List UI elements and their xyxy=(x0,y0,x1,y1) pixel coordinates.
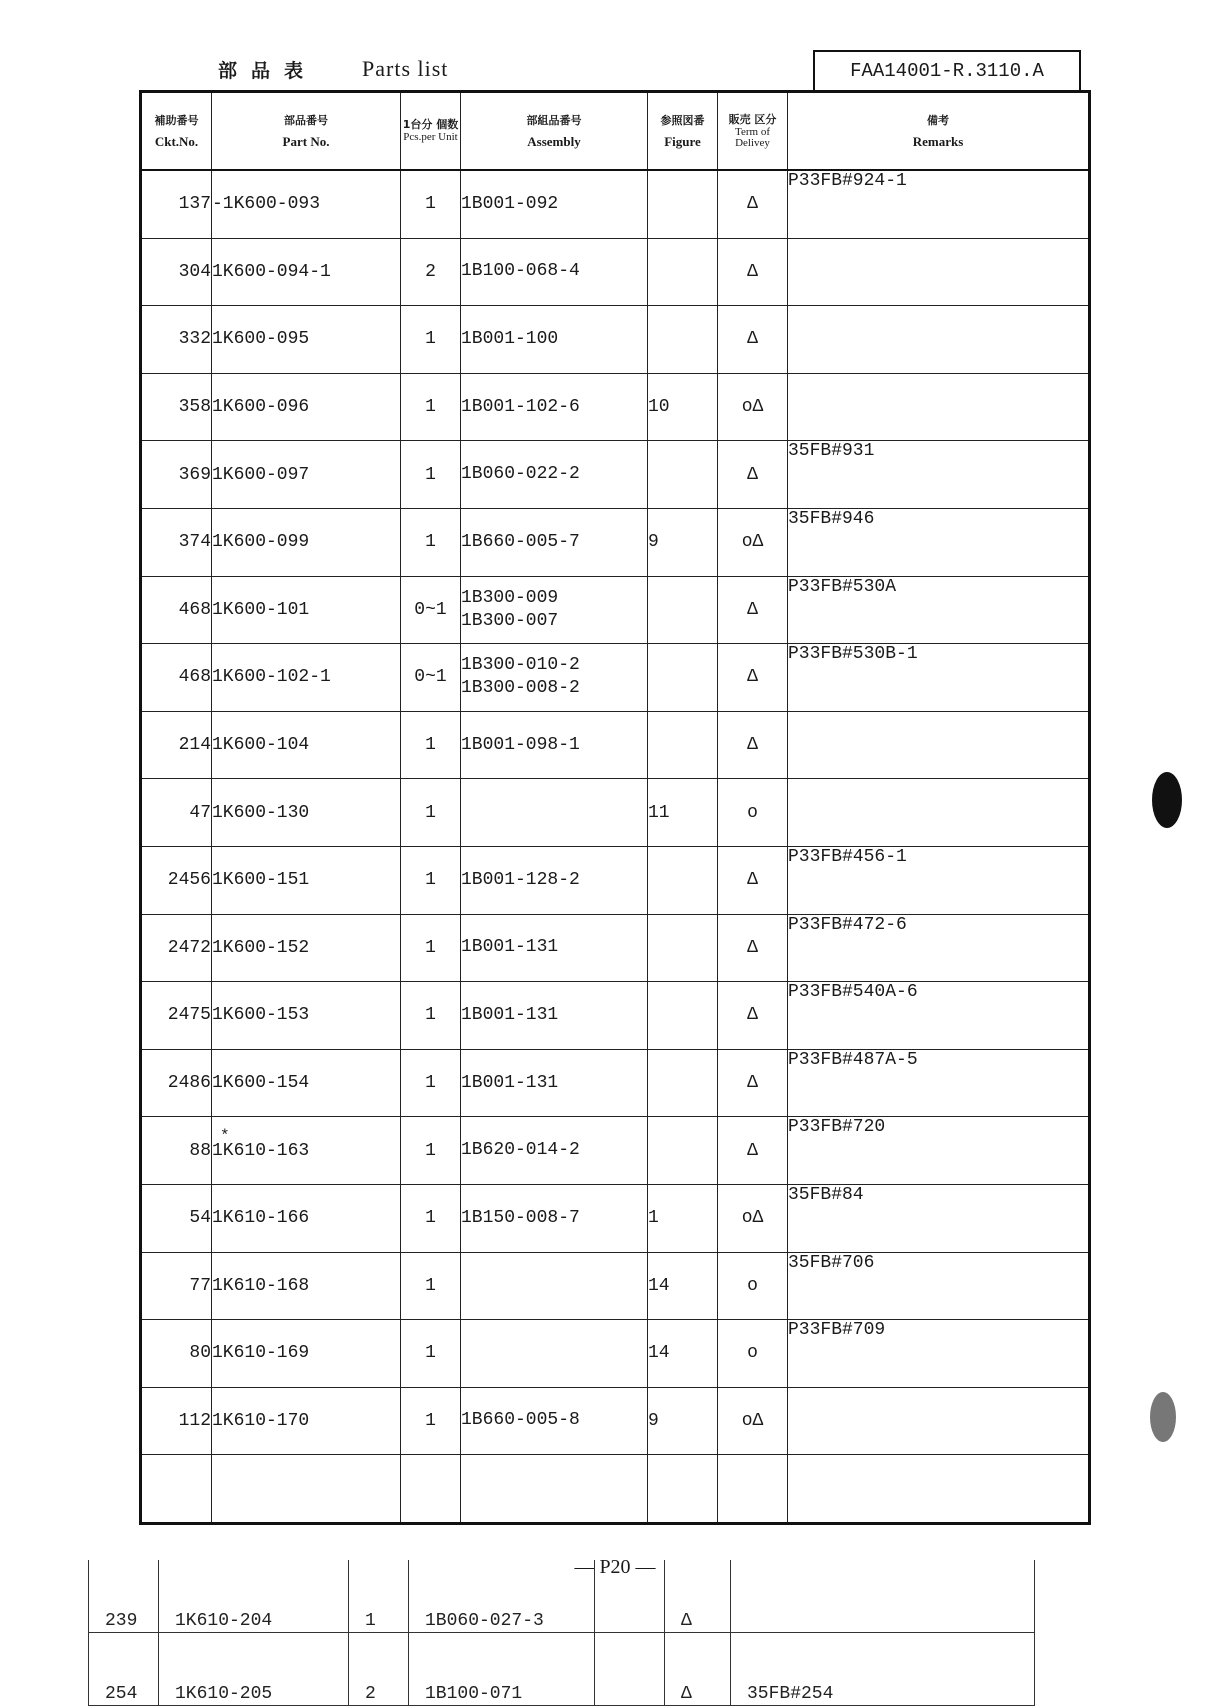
column-header-figure: 参照図番 Figure xyxy=(648,92,718,171)
parts-table xyxy=(139,90,1091,1525)
quantity-cell: 1 xyxy=(401,914,461,982)
table-row xyxy=(141,846,1090,914)
quantity-cell: 0~1 xyxy=(401,576,461,644)
assembly-cell xyxy=(461,576,648,644)
quantity-cell: 1 xyxy=(401,711,461,779)
table-row xyxy=(141,914,1090,982)
next-qty-cell: 1 xyxy=(349,1560,409,1633)
next-page-row xyxy=(89,1560,1035,1633)
term-cell: oΔ xyxy=(718,508,788,576)
next-rem-cell xyxy=(731,1560,1035,1633)
part-number: 1K600-152 xyxy=(212,937,310,958)
term-cell xyxy=(718,1455,788,1524)
part-number: 1K600-153 xyxy=(212,1005,310,1026)
quantity-cell xyxy=(401,1455,461,1524)
quantity-cell: 1 xyxy=(401,441,461,509)
binder-hole-mark xyxy=(1152,772,1182,828)
figure-cell xyxy=(648,982,718,1050)
assembly-line: 1B001-098-1 xyxy=(461,734,580,755)
page-number: — P20 — xyxy=(574,1556,656,1578)
part-number-cell xyxy=(212,711,401,779)
quantity-cell: 2 xyxy=(401,238,461,306)
part-number-cell xyxy=(212,306,401,374)
part-number-cell xyxy=(212,1387,401,1455)
part-number: 1K610-166 xyxy=(212,1208,310,1229)
next-figure-cell xyxy=(595,1560,665,1633)
term-cell: Δ xyxy=(718,576,788,644)
figure-cell: 9 xyxy=(648,1387,718,1455)
table-row xyxy=(141,644,1090,712)
assembly-line: 1B001-131 xyxy=(461,1072,559,1093)
column-header-remarks: 備考 Remarks xyxy=(788,92,1090,171)
part-number: -1K600-093 xyxy=(212,194,321,215)
next-rem-cell: 35FB#254 xyxy=(731,1633,1035,1706)
remarks-cell: P33FB#487A-5 xyxy=(788,1049,1090,1117)
part-number-cell xyxy=(212,1320,401,1388)
column-header-term: 販売 区分 Term of Delivey xyxy=(718,92,788,171)
remarks-cell xyxy=(788,779,1090,847)
part-number-cell xyxy=(212,1455,401,1524)
table-row xyxy=(141,373,1090,441)
assembly-cell xyxy=(461,1184,648,1252)
assembly-line: 1B620-014-2 xyxy=(461,1140,580,1161)
assembly-cell xyxy=(461,1455,648,1524)
revision-star-mark: * xyxy=(220,1127,230,1146)
assembly-cell xyxy=(461,644,648,712)
figure-cell xyxy=(648,846,718,914)
part-number: 1K600-102-1 xyxy=(212,667,331,688)
figure-cell xyxy=(648,576,718,644)
assembly-line: 1B100-068-4 xyxy=(461,261,580,282)
remarks-cell: P33FB#530B-1 xyxy=(788,644,1090,712)
ckt-cell: 304 xyxy=(141,238,212,306)
figure-cell xyxy=(648,238,718,306)
part-number: 1K600-151 xyxy=(212,870,310,891)
next-ckt-cell: 254 xyxy=(89,1633,159,1706)
table-row xyxy=(141,1252,1090,1320)
next-page-row xyxy=(89,1633,1035,1706)
quantity-cell: 1 xyxy=(401,373,461,441)
remarks-cell: P33FB#720 xyxy=(788,1117,1090,1185)
remarks-cell: P33FB#709 xyxy=(788,1320,1090,1388)
ckt-cell: 77 xyxy=(141,1252,212,1320)
part-number: 1K600-094-1 xyxy=(212,261,331,282)
remarks-cell: P33FB#456-1 xyxy=(788,846,1090,914)
assembly-cell xyxy=(461,779,648,847)
ckt-cell: 2456 xyxy=(141,846,212,914)
remarks-cell: 35FB#946 xyxy=(788,508,1090,576)
table-row xyxy=(141,1049,1090,1117)
term-cell: Δ xyxy=(718,644,788,712)
assembly-cell xyxy=(461,1117,648,1185)
title-japanese: 部品表 xyxy=(218,60,318,82)
assembly-line: 1B001-128-2 xyxy=(461,869,580,890)
part-number: 1K600-099 xyxy=(212,532,310,553)
remarks-cell: P33FB#472-6 xyxy=(788,914,1090,982)
part-number-cell xyxy=(212,644,401,712)
figure-cell: 14 xyxy=(648,1252,718,1320)
column-header-part: 部品番号 Part No. xyxy=(212,92,401,171)
ckt-cell: 112 xyxy=(141,1387,212,1455)
quantity-cell: 1 xyxy=(401,1252,461,1320)
ckt-cell: 468 xyxy=(141,576,212,644)
title-english: Parts list xyxy=(362,56,449,81)
part-number-cell xyxy=(212,170,401,238)
table-header-row xyxy=(141,92,1090,171)
assembly-line: 1B001-100 xyxy=(461,328,559,349)
figure-cell: 10 xyxy=(648,373,718,441)
part-number: 1K600-095 xyxy=(212,329,310,350)
part-number-cell xyxy=(212,576,401,644)
ckt-cell: 2475 xyxy=(141,982,212,1050)
term-cell: Δ xyxy=(718,1117,788,1185)
quantity-cell: 1 xyxy=(401,1320,461,1388)
term-cell: o xyxy=(718,1252,788,1320)
part-number-cell xyxy=(212,1117,401,1185)
assembly-cell xyxy=(461,1387,648,1455)
figure-cell xyxy=(648,441,718,509)
part-number-cell xyxy=(212,238,401,306)
ckt-cell xyxy=(141,1455,212,1524)
part-number: 1K610-168 xyxy=(212,1275,310,1296)
quantity-cell: 1 xyxy=(401,1049,461,1117)
figure-cell xyxy=(648,914,718,982)
quantity-cell: 1 xyxy=(401,508,461,576)
remarks-cell: 35FB#84 xyxy=(788,1184,1090,1252)
ckt-cell: 468 xyxy=(141,644,212,712)
assembly-line: 1B001-102-6 xyxy=(461,396,580,417)
term-cell: o xyxy=(718,1320,788,1388)
part-number: 1K610-163 xyxy=(212,1140,310,1161)
ckt-cell: 332 xyxy=(141,306,212,374)
ckt-cell: 2472 xyxy=(141,914,212,982)
assembly-cell xyxy=(461,238,648,306)
part-number: 1K600-097 xyxy=(212,464,310,485)
quantity-cell: 1 xyxy=(401,1387,461,1455)
assembly-cell xyxy=(461,441,648,509)
remarks-cell xyxy=(788,238,1090,306)
ckt-cell: 358 xyxy=(141,373,212,441)
part-number: 1K610-169 xyxy=(212,1343,310,1364)
assembly-line: 1B660-005-7 xyxy=(461,531,580,552)
remarks-cell: P33FB#540A-6 xyxy=(788,982,1090,1050)
ckt-cell: 374 xyxy=(141,508,212,576)
assembly-cell xyxy=(461,306,648,374)
figure-cell: 14 xyxy=(648,1320,718,1388)
part-number-cell xyxy=(212,441,401,509)
next-part-cell: 1K610-205 xyxy=(159,1633,349,1706)
part-number: 1K600-130 xyxy=(212,802,310,823)
column-header-ckt: 補助番号 Ckt.No. xyxy=(141,92,212,171)
figure-cell xyxy=(648,1049,718,1117)
part-number-cell xyxy=(212,982,401,1050)
term-cell: Δ xyxy=(718,982,788,1050)
figure-cell xyxy=(648,306,718,374)
assembly-cell xyxy=(461,914,648,982)
figure-cell xyxy=(648,711,718,779)
quantity-cell: 1 xyxy=(401,846,461,914)
assembly-cell xyxy=(461,1252,648,1320)
assembly-cell xyxy=(461,170,648,238)
quantity-cell: 0~1 xyxy=(401,644,461,712)
assembly-line: 1B001-131 xyxy=(461,1004,559,1025)
term-cell: Δ xyxy=(718,711,788,779)
assembly-line: 1B150-008-7 xyxy=(461,1207,580,1228)
table-row xyxy=(141,1117,1090,1185)
next-term-cell: Δ xyxy=(665,1633,731,1706)
part-number: 1K610-170 xyxy=(212,1410,310,1431)
table-row xyxy=(141,982,1090,1050)
table-row xyxy=(141,1387,1090,1455)
term-cell: Δ xyxy=(718,914,788,982)
part-number-cell xyxy=(212,373,401,441)
part-number: 1K600-101 xyxy=(212,599,310,620)
assembly-line: 1B300-010-2 xyxy=(461,655,580,676)
figure-cell: 1 xyxy=(648,1184,718,1252)
part-number-cell xyxy=(212,1184,401,1252)
next-page-fragment xyxy=(88,1596,1034,1704)
document-number: FAA14001-R.3110.A xyxy=(813,50,1081,90)
remarks-cell xyxy=(788,1455,1090,1524)
part-number-cell xyxy=(212,1252,401,1320)
quantity-cell: 1 xyxy=(401,306,461,374)
figure-cell xyxy=(648,644,718,712)
part-number: 1K600-104 xyxy=(212,735,310,756)
assembly-line: 1B300-009 xyxy=(461,587,559,608)
table-row xyxy=(141,441,1090,509)
quantity-cell: 1 xyxy=(401,1117,461,1185)
next-qty-cell: 2 xyxy=(349,1633,409,1706)
term-cell: Δ xyxy=(718,1049,788,1117)
ckt-cell: 88 xyxy=(141,1117,212,1185)
figure-cell xyxy=(648,1455,718,1524)
remarks-cell xyxy=(788,306,1090,374)
term-cell: oΔ xyxy=(718,1184,788,1252)
remarks-cell: P33FB#530A xyxy=(788,576,1090,644)
table-row xyxy=(141,1455,1090,1524)
figure-cell: 11 xyxy=(648,779,718,847)
ckt-cell: 369 xyxy=(141,441,212,509)
next-part-cell: 1K610-204 xyxy=(159,1560,349,1633)
next-term-cell: Δ xyxy=(665,1560,731,1633)
remarks-cell: P33FB#924-1 xyxy=(788,170,1090,238)
assembly-line: 1B300-008-2 xyxy=(461,678,580,699)
term-cell: Δ xyxy=(718,846,788,914)
part-number: 1K600-154 xyxy=(212,1073,310,1094)
part-number-cell xyxy=(212,914,401,982)
next-figure-cell xyxy=(595,1633,665,1706)
assembly-line: 1B001-092 xyxy=(461,193,559,214)
assembly-line: 1B660-005-8 xyxy=(461,1410,580,1431)
assembly-line: 1B001-131 xyxy=(461,937,559,958)
quantity-cell: 1 xyxy=(401,170,461,238)
ckt-cell: 2486 xyxy=(141,1049,212,1117)
column-header-qty: 1台分 個数 Pcs.per Unit xyxy=(401,92,461,171)
remarks-cell xyxy=(788,1387,1090,1455)
assembly-cell xyxy=(461,1320,648,1388)
next-ckt-cell: 239 xyxy=(89,1560,159,1633)
ckt-cell: 54 xyxy=(141,1184,212,1252)
part-number-cell xyxy=(212,508,401,576)
ckt-cell: 80 xyxy=(141,1320,212,1388)
term-cell: Δ xyxy=(718,306,788,374)
table-row xyxy=(141,576,1090,644)
assembly-line: 1B300-007 xyxy=(461,610,559,631)
term-cell: Δ xyxy=(718,170,788,238)
table-row xyxy=(141,238,1090,306)
part-number-cell xyxy=(212,1049,401,1117)
remarks-cell: 35FB#706 xyxy=(788,1252,1090,1320)
figure-cell: 9 xyxy=(648,508,718,576)
figure-cell xyxy=(648,1117,718,1185)
assembly-cell xyxy=(461,373,648,441)
term-cell: o xyxy=(718,779,788,847)
ckt-cell: 47 xyxy=(141,779,212,847)
part-number-cell xyxy=(212,779,401,847)
quantity-cell: 1 xyxy=(401,779,461,847)
binder-hole-mark xyxy=(1150,1392,1176,1442)
ckt-cell: 214 xyxy=(141,711,212,779)
table-row xyxy=(141,1320,1090,1388)
part-number: 1K600-096 xyxy=(212,397,310,418)
part-number-cell xyxy=(212,846,401,914)
next-asm-cell: 1B060-027-3 xyxy=(409,1560,595,1633)
term-cell: oΔ xyxy=(718,1387,788,1455)
term-cell: oΔ xyxy=(718,373,788,441)
next-asm-cell: 1B100-071 xyxy=(409,1633,595,1706)
table-row xyxy=(141,306,1090,374)
assembly-cell xyxy=(461,508,648,576)
assembly-cell xyxy=(461,1049,648,1117)
assembly-cell xyxy=(461,982,648,1050)
quantity-cell: 1 xyxy=(401,1184,461,1252)
table-row xyxy=(141,711,1090,779)
column-header-assembly: 部組品番号 Assembly xyxy=(461,92,648,171)
table-row xyxy=(141,779,1090,847)
term-cell: Δ xyxy=(718,238,788,306)
remarks-cell xyxy=(788,711,1090,779)
term-cell: Δ xyxy=(718,441,788,509)
table-row xyxy=(141,508,1090,576)
remarks-cell xyxy=(788,373,1090,441)
remarks-cell: 35FB#931 xyxy=(788,441,1090,509)
quantity-cell: 1 xyxy=(401,982,461,1050)
assembly-line: 1B060-022-2 xyxy=(461,464,580,485)
figure-cell xyxy=(648,170,718,238)
table-row xyxy=(141,1184,1090,1252)
assembly-cell xyxy=(461,846,648,914)
assembly-cell xyxy=(461,711,648,779)
ckt-cell: 137 xyxy=(141,170,212,238)
table-row xyxy=(141,170,1090,238)
